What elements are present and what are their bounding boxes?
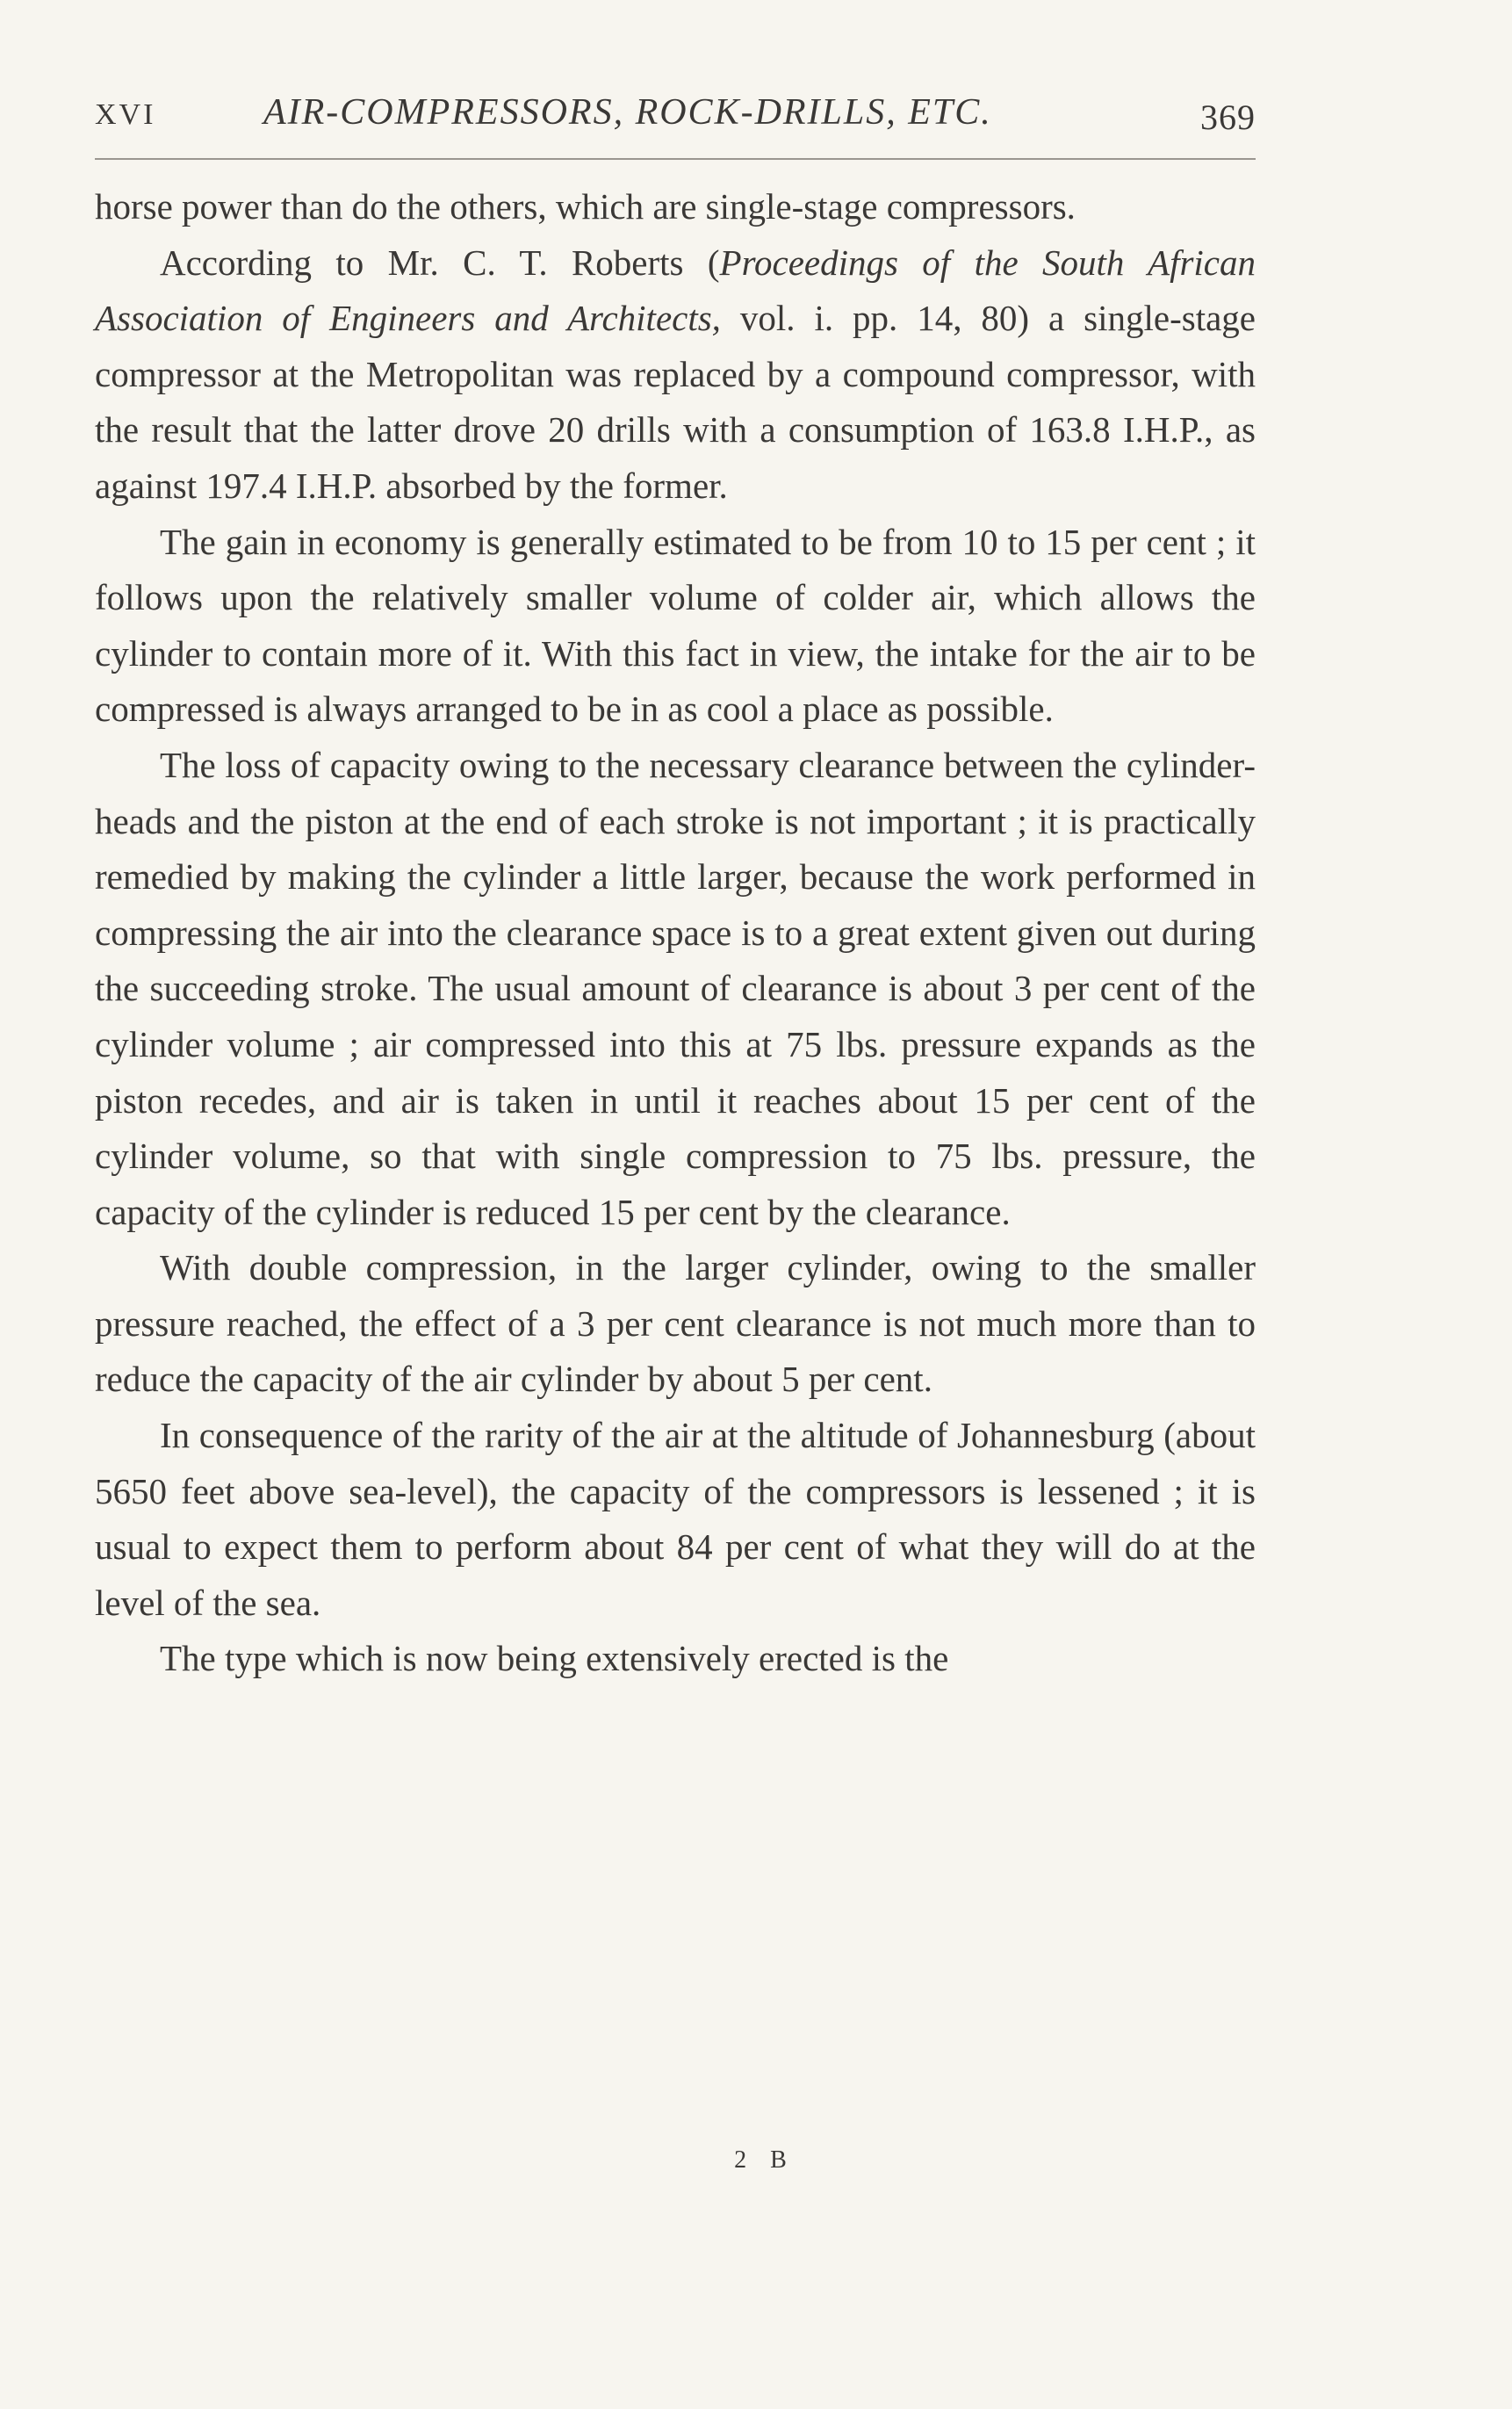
paragraph-3-text: The gain in economy is generally estimated to be from 10 to 15 per cent ; it follows upon the relatively smaller volume of colder air, which allows the cylinder to contain more of it. With this fact in view, the intake for the air to be compressed is always arranged to be in as cool a place as possible.	[95, 521, 1256, 730]
paragraph-5	[95, 1240, 1256, 1408]
running-title: AIR-COMPRESSORS, ROCK-DRILLS, ETC.	[263, 92, 992, 133]
paragraph-7-text: The type which is now being extensively erected is the	[160, 1638, 949, 1679]
publication-title: Proceedings of the South African Association of Engineers and Architects,	[95, 242, 1256, 339]
header-rule	[95, 158, 1256, 160]
running-header	[95, 91, 1256, 153]
paragraph-6	[95, 1408, 1256, 1631]
paragraph-2-text-b: vol. i. pp. 14, 80) a single-stage compressor at the Metropolitan was replaced by a compound compressor, with the result that the latter drove 20 drills with a consumption of 163.8 I.H.P., as against 197.4 I.H.P. absorbed by the former.	[95, 298, 1256, 506]
paragraph-6-text: In consequence of the rarity of the air at the altitude of Johannesburg (about 5650 feet above sea-level), the capacity of the compressors is lessened ; it is usual to expect them to perform about 84 per cent of what they will do at the level of the sea.	[95, 1415, 1256, 1623]
paragraph-1	[95, 179, 1256, 235]
paragraph-2	[95, 235, 1256, 515]
page-number: 369	[1200, 97, 1256, 137]
signature-mark: 2 B	[734, 2146, 796, 2174]
paragraph-2-text-a: According to Mr. C. T. Roberts (	[160, 242, 720, 283]
chapter-number: XVI	[95, 98, 156, 131]
paragraph-3	[95, 515, 1256, 738]
paragraph-5-text: With double compression, in the larger cylinder, owing to the smaller pressure reached, the effect of a 3 per cent clearance is not much more than to reduce the capacity of the air cylinder by about 5 per cent.	[95, 1247, 1256, 1400]
paragraph-1-text: horse power than do the others, which are single-stage compressors.	[95, 186, 1076, 227]
paragraph-7	[95, 1631, 1256, 1687]
paragraph-4-text: The loss of capacity owing to the necessary clearance between the cylinder-heads and the piston at the end of each stroke is not important ; it is practically remedied by making the cylinder a little larger, because the work performed in compressing the air into the clearance space is to a great extent given out during the succeeding stroke. The usual amount of clearance is about 3 per cent of the cylinder volume ; air compressed into this at 75 lbs. pressure expands as the piston recedes, and air is taken in until it reaches about 15 per cent of the cylinder volume, so that with single compression to 75 lbs. pressure, the capacity of the cylinder is reduced 15 per cent by the clearance.	[95, 744, 1256, 1232]
paragraph-4	[95, 738, 1256, 1240]
body-text	[95, 179, 1256, 1687]
